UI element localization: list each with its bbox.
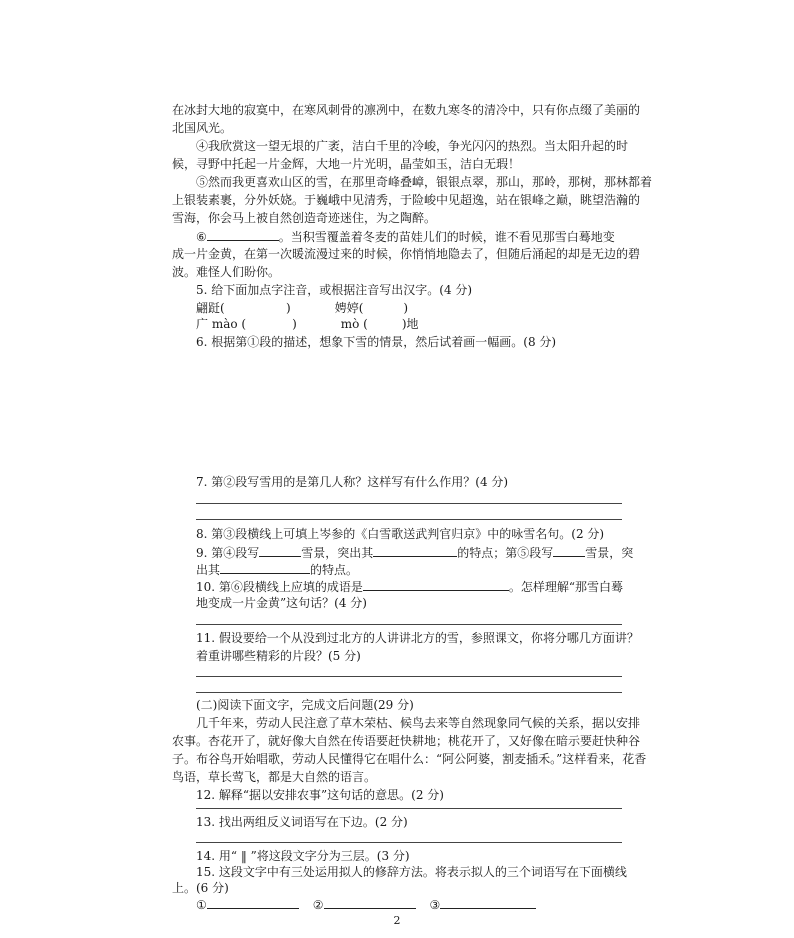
page-number: 2 <box>393 914 401 927</box>
question-12: 12. 解释“据以安排农事”这句话的意思。(2 分) <box>196 788 444 802</box>
section-heading: (二)阅读下面文字，完成文后问题(29 分) <box>196 698 414 712</box>
pinyin-mo: mò ( <box>340 317 368 331</box>
reading-line: 几千年来，劳动人民注意了草木荣枯、候鸟去来等自然现象同气候的关系，据以安排 <box>196 716 641 730</box>
question-5-words <box>196 300 408 316</box>
question-14: 14. 用“ ‖ ”将这段文字分为三层。(3 分) <box>196 849 410 863</box>
answer-blank[interactable] <box>220 561 310 574</box>
answer-blank[interactable] <box>440 896 536 909</box>
question-text: 的特点。 <box>310 563 359 577</box>
pinyin-mao: 广 mào ( <box>196 317 247 331</box>
answer-line[interactable] <box>196 519 622 520</box>
passage-line: 北国风光。 <box>172 121 233 135</box>
answer-line[interactable] <box>196 676 622 677</box>
paren-close: ) <box>403 301 409 315</box>
question-text: 。怎样理解“那雪白蓦 <box>508 580 624 594</box>
question-15-cont: 上。(6 分) <box>172 881 229 895</box>
question-7: 7. 第②段写雪用的是第几人称？这样写有什么作用？(4 分) <box>196 475 509 489</box>
passage-line <box>196 228 615 245</box>
reading-line: 鸟语，草长莺飞，都是大自然的语言。 <box>172 770 377 784</box>
paren-close: ) <box>286 301 291 315</box>
answer-blank[interactable] <box>553 544 585 557</box>
answer-blank[interactable] <box>207 228 279 241</box>
question-13: 13. 找出两组反义词语写在下边。(2 分) <box>196 815 408 829</box>
answer-blank[interactable] <box>259 544 301 557</box>
question-text: 的特点；第⑤段写 <box>457 546 554 560</box>
passage-line: 雪海，你会马上被自然创造奇迹迷住，为之陶醉。 <box>172 211 437 225</box>
passage-line: 波。难怪人们盼你。 <box>172 265 281 279</box>
question-8: 8. 第③段横线上可填上岑参的《白雪歌送武判官归京》中的咏雪名句。(2 分) <box>196 527 605 541</box>
question-9-cont <box>196 561 358 578</box>
reading-line: 子。布谷鸟开始唱歌，劳动人民懂得它在唱什么：“阿公阿婆，割麦插禾。”这样看来，花香 <box>172 752 647 766</box>
blank-number: ② <box>312 898 324 912</box>
question-5: 5. 给下面加点字注音，或根据注音写出汉字。(4 分) <box>196 283 473 297</box>
word-pingting: 娉婷( <box>334 301 364 315</box>
drawing-area[interactable] <box>196 352 622 464</box>
question-text: 雪景，突 <box>585 546 634 560</box>
passage-line: 成一片金黄，在第一次暖流漫过来的时候，你悄悄地隐去了，但随后涌起的却是无边的碧 <box>172 247 641 261</box>
question-6: 6. 根据第①段的描述，想象下雪的情景，然后试着画一幅画。(8 分) <box>196 335 557 349</box>
word-pianxian: 翩跹( <box>196 301 225 315</box>
question-15: 15. 这段文字中有三处运用拟人的修辞方法。将表示拟人的三个词语写在下面横线 <box>196 865 627 879</box>
answer-blank[interactable] <box>324 896 416 909</box>
question-15-blanks <box>196 896 536 913</box>
paragraph-number: ⑥ <box>196 230 207 244</box>
passage-text: 。当积雪覆盖着冬麦的苗娃儿们的时候，谁不看见那雪白蓦地变 <box>278 230 615 244</box>
paren-close: )地 <box>401 317 419 331</box>
passage-line: 在冰封大地的寂寞中，在寒风刺骨的凛冽中，在数九寒冬的清冷中，只有你点缀了美丽的 <box>172 103 641 117</box>
question-text: 9. 第④段写 <box>196 546 260 560</box>
question-10 <box>196 578 623 595</box>
blank-number: ③ <box>429 898 441 912</box>
question-text: 出其 <box>196 563 221 577</box>
passage-line: 上银装素裹，分外妖娆。于巍峨中见清秀，于险峻中见超逸，站在银峰之巅，眺望浩瀚的 <box>172 193 641 207</box>
reading-line: 农事。杏花开了，就好像大自然在传语要赶快耕地；桃花开了，又好像在暗示要赶快种谷 <box>172 734 641 748</box>
blank-number: ① <box>196 898 207 912</box>
answer-line[interactable] <box>196 842 622 843</box>
question-text: 10. 第⑥段横线上应填的成语是 <box>196 580 363 594</box>
answer-line[interactable] <box>196 808 622 809</box>
question-10-cont: 地变成一片金黄”这句话？(4 分) <box>196 596 367 610</box>
passage-line: ⑤然而我更喜欢山区的雪，在那里奇峰叠嶂，银银点翠，那山，那岭，那树，那林都着 <box>196 175 653 189</box>
paren-close: ) <box>292 317 297 331</box>
question-text: 雪景，突出其 <box>301 546 374 560</box>
answer-blank[interactable] <box>207 896 299 909</box>
answer-blank[interactable] <box>363 578 509 591</box>
answer-line[interactable] <box>196 503 622 504</box>
question-9 <box>196 544 633 561</box>
passage-line: 候，寻野中托起一片金辉，大地一片光明，晶莹如玉，洁白无瑕！ <box>172 157 521 171</box>
question-11-cont: 着重讲哪些精彩的片段？(5 分) <box>196 649 361 663</box>
answer-blank[interactable] <box>373 544 457 557</box>
passage-line: ④我欣赏这一望无垠的广袤，洁白千里的冷峻，争光闪闪的热烈。当太阳升起的时 <box>196 139 629 153</box>
question-11: 11. 假设要给一个从没到过北方的人讲讲北方的雪，参照课文，你将分哪几方面讲？ <box>196 631 639 645</box>
answer-line[interactable] <box>196 692 622 693</box>
answer-line[interactable] <box>196 624 622 625</box>
question-5-pinyin <box>196 316 419 332</box>
